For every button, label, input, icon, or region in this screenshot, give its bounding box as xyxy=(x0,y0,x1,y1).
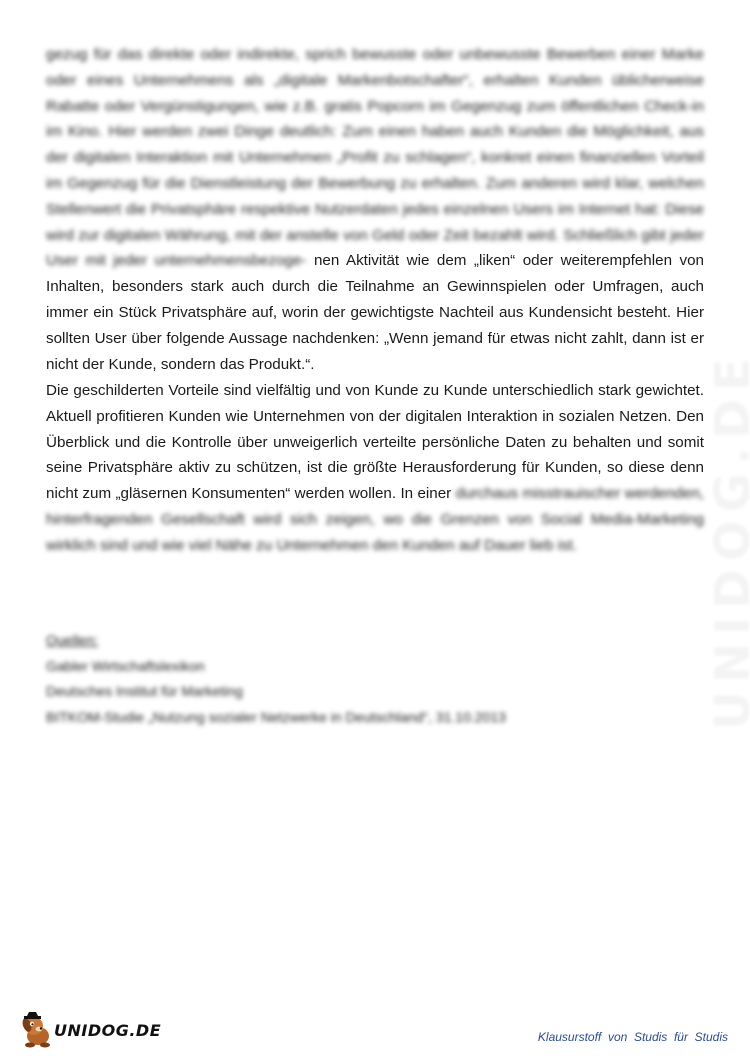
paragraph-1-text: nen Aktivität wie dem „liken“ oder weiterempfehlen von Inhalten, besonders stark auch durch die Teilnahme an Gewinnspielen oder Umfragen, auch immer ein Stück Privatsphäre auf, worin der gewichtigste Nachteil aus Kundensicht besteht. Hier sollten User über folgende Aussage nachdenken: „Wenn jemand für etwas nicht zahlt, dann ist er nicht der Kunde, sondern das Produkt.“. xyxy=(46,252,704,373)
source-item: BITKOM-Studie „Nutzung sozialer Netzwerke in Deutschland“, 31.10.2013 xyxy=(46,708,506,725)
sources-heading: Quellen: xyxy=(46,632,99,648)
source-item: Gabler Wirtschaftslexikon xyxy=(46,657,205,674)
logo-text: UNIDOG.DE xyxy=(54,1021,162,1040)
watermark xyxy=(705,430,750,730)
footer-logo xyxy=(18,1012,162,1048)
footer-tagline: Klausurstoff von Studis für Studis xyxy=(537,1030,728,1044)
paragraph-2-text: Die geschilderten Vorteile sind vielfältig und von Kunde zu Kunde unterschiedlich stark gewichtet. Aktuell profitieren Kunden wie Unternehmen von der digitalen Interaktion in sozialen Netzen. Den Überblick und die Kontrolle über unweigerlich verteilte persönliche Daten zu behalten und somit seine Privatsphäre aktiv zu schützen, ist die größte Herausforderung für Kunden, so diese denn nicht zum „gläsernen Konsumenten“ werden wollen. In einer xyxy=(46,382,704,503)
blurred-text: gezug für das direkte oder indirekte, sprich bewusste oder unbewusste Bewerben einer Marke oder eines Unternehmens als „digitale Markenbotschafter“, erhalten Kunden üblicherweise Rabatte oder Vergünstigungen, wie z.B. gratis Popcorn im Gegenzug zum öffentlichen Check-in im Kino. Hier werden zwei Dinge deutlich: Zum einen haben auch Kunden die Möglichkeit, aus der digitalen Interaktion mit Unternehmen „Profit zu schlagen“, konkret einen finanziellen Vorteil im Gegenzug für die Dienstleistung der Bewerbung zu erhalten. Zum anderen wird klar, welchen Stellenwert die Privatsphäre respektive Nutzerdaten jedes einzelnen Users im Internet hat: Diese wird zur digitalen Währung, mit der anstelle von Geld oder Zeit bezahlt wird. Schließlich gibt jeder User mit jeder unternehmensbezoge- xyxy=(46,46,704,270)
blurred-text: durchaus misstrauischer werdenden, hinterfragenden Gesellschaft wird sich zeigen, wo die Grenzen von Social Media-Marketing wirklich sind und wie viel Nähe zu Unternehmen den Kunden auf Dauer lieb ist. xyxy=(46,485,704,554)
dog-mascot-icon xyxy=(18,1012,58,1048)
source-item: Deutsches Institut für Marketing xyxy=(46,683,243,699)
sources-section xyxy=(46,628,704,730)
body-paragraph-2 xyxy=(46,378,704,559)
body-paragraph-1 xyxy=(46,42,704,377)
